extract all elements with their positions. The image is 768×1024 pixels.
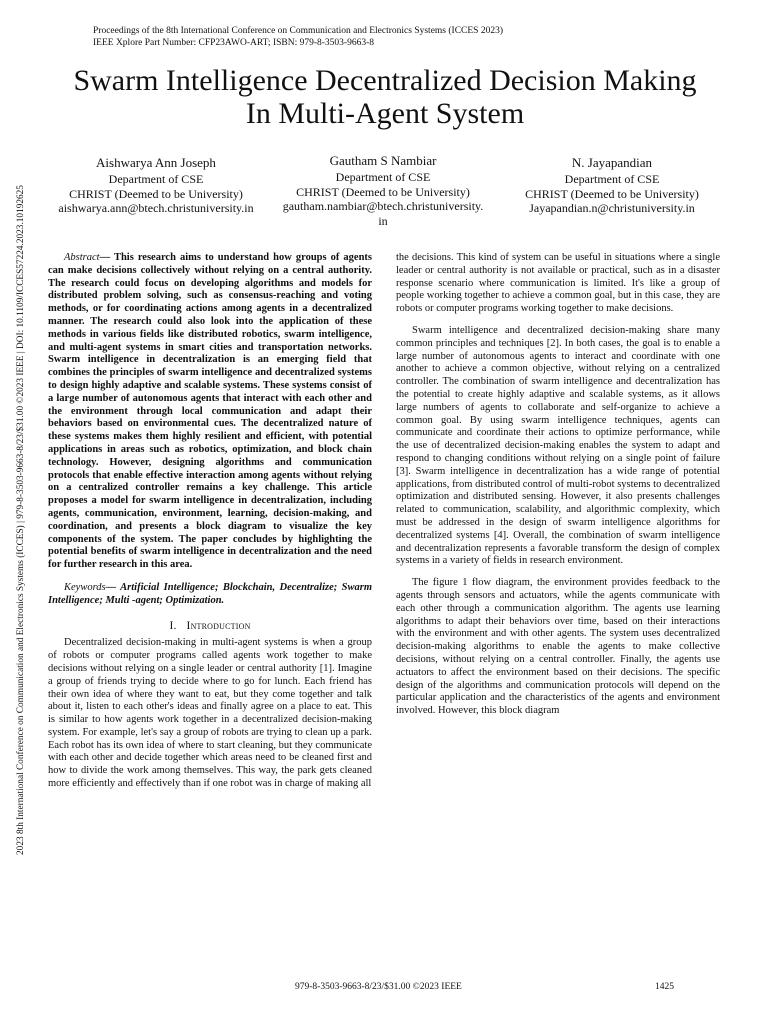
intro-paragraph-2: Swarm intelligence and decentralized decision-making share many common principles and techniques [2]. In both cases, the goal is to enable a large number of autonomous agents to interact and coordinate with one another to achieve a common objective, without relying on a centralized controller. The combination of swarm intelligence and decentralization has the potential to create highly adaptive and scalable systems, as it allows large numbers of agents to collaborate and self-organize to achieve a common goal. By using swarm intelligence techniques, agents can communicate and coordinate their actions to optimize performance, while the use of decentralized decision-making enables the system to adapt and respond to changing conditions without relying on a single point of failure [3]. Swarm intelligence in decentralization has a wide range of potential applications, from distributed control of multi-robot systems to decentralized optimization and distributed sensing. However, it also presents challenges related to communication, scalability, and algorithmic complexity, which must be addressed in the design of swarm intelligence algorithms for decentralized systems [4]. Overall, the combination of swarm intelligence and decentralization represents a favorable transform the design of complex systems in a variety of fields in research environment. (396, 324, 720, 567)
title-line-2: In Multi-Agent System (245, 97, 525, 130)
keywords-lead: Keywords (64, 581, 106, 593)
abstract-lead: Abstract (64, 252, 100, 263)
author-dept: Department of CSE (108, 172, 204, 186)
intro-paragraph-1: Decentralized decision-making in multi-agent systems is when a group of robots or computer programs called agents work together to make decisions without relying on a single leader or central authority [1]. Imagine a group of friends trying to decide where to go for lunch. Each friend has their own idea of where they want to eat, but they come together and talk about it, listen to each other's ideas and finally agree on a place to eat. This is similar to how agents work together in a decentralized decision-making system. For example, let's say a group of robots are trying to clean up a park. Each robot has its own idea of where to start cleaning, but they communicate with each other and decide together which areas need to be cleaned first and how to divide the work among themselves. This way, the park gets cleaned more efficiently and effectively than if one robot was in charge of making all (48, 637, 372, 790)
intro-paragraph-1-continued: the decisions. This kind of system can be useful in situations where a single leader or central authority is not available or practical, such as in a disaster response scenario where communication is limited. It's like a group of people working together to achieve a common goal, but in this case, they are robots or computer programs working together to make decisions. (396, 252, 720, 315)
abstract-text: — This research aims to understand how groups of agents can make decisions collectively without relying on a central authority. The research could focus on developing algorithms and models for distributed problem solving, such as consensus-reaching and voting methods, or for coordinating actions among agents in a decentralized manner. The research could also look into the application of these methods in various fields like distributed robotics, swarm intelligence, and multi-agent systems in smart cities and transportation networks. Swarm intelligence in decentralization is an emerging field that combines the principles of swarm intelligence and decentralized systems to design highly adaptive and scalable systems. These systems consist of a large number of autonomous agents that interact with each other and the environment through local communication and adapt their behaviors based on environmental cues. The decentralized nature of these systems makes them highly resilient and efficient, with potential applications in areas such as robotics, optimization, and block chain technology. However, designing algorithms and communication protocols that enable effective interaction among agents without relying on a centralized controller remains a key challenge. This article proposes a model for swarm intelligence in decentralization, including agents, communication, environment, learning, decision-making, and coordination, and presents a block diagram to visualize the key components of the system. The paper concludes by highlighting the potential benefits of swarm intelligence in decentralization and the need for further research in this area. (48, 252, 372, 571)
author-email: gautham.nambiar@btech.christuniversity. (282, 199, 484, 213)
running-header (93, 25, 503, 49)
side-doi-text: 2023 8th International Conference on Communication and Electronics Systems (ICCES) | 979-8-3503-9663-8/23/$31.00 ©2023 IEEE | DOI: 10.1109/ICCES57224.2023.10192625 (16, 185, 26, 855)
author-block-1 (50, 155, 262, 216)
intro-paragraph-3: The figure 1 flow diagram, the environment provides feedback to the agents through sensors and actuators, while the agents communicate with each other through a communication algorithm. The agents use learning algorithms to adapt their behaviors over time, based on their interactions with the environment and with other agents. The system uses decentralized decision-making algorithms to enable the agents to make collective decisions, without relying on a central controller. Finally, the agents use actuators to affect the environment based on their decisions. The specific design of the algorithms and communication protocols will depend on the particular application and the characteristics of the agents and environment involved. However, this block diagram (396, 577, 720, 717)
keywords (48, 582, 372, 608)
author-org: CHRIST (Deemed to be University) (69, 186, 243, 201)
author-name: Aishwarya Ann Joseph (96, 155, 216, 170)
keywords-text: — Artificial Intelligence; Blockchain, Decentralize; Swarm Intelligence; Multi -agent; Optimization. (48, 581, 372, 606)
author-email-cont: in (378, 213, 388, 228)
author-name: N. Jayapandian (571, 155, 653, 170)
header-line-2: IEEE Xplore Part Number: CFP23AWO-ART; ISBN: 979-8-3503-9663-8 (93, 38, 375, 48)
section-heading-introduction (48, 620, 372, 633)
paper-title (40, 64, 730, 130)
author-dept: Department of CSE (564, 172, 660, 186)
left-column (48, 252, 372, 791)
title-line-1: Swarm Intelligence Decentralized Decision Making (73, 64, 697, 97)
author-email: Jayapandian.n@christuniversity.in (529, 201, 695, 215)
abstract (48, 252, 372, 572)
page-number: 1425 (655, 982, 674, 992)
author-org: CHRIST (Deemed to be University) (296, 184, 470, 199)
author-name: Gautham S Nambiar (329, 153, 437, 168)
author-dept: Department of CSE (335, 170, 431, 184)
side-doi-strip (14, 160, 28, 880)
author-block-2 (272, 153, 494, 228)
section-title: Introduction (186, 619, 251, 632)
header-line-1: Proceedings of the 8th International Conference on Communication and Electronics Systems (ICCES 2023) (93, 26, 503, 36)
author-block-3 (512, 155, 712, 216)
author-org: CHRIST (Deemed to be University) (525, 186, 699, 201)
section-number: I. (169, 619, 177, 632)
author-email: aishwarya.ann@btech.christuniversity.in (58, 201, 254, 215)
right-column (396, 252, 720, 718)
footer-copyright: 979-8-3503-9663-8/23/$31.00 ©2023 IEEE (295, 982, 462, 992)
